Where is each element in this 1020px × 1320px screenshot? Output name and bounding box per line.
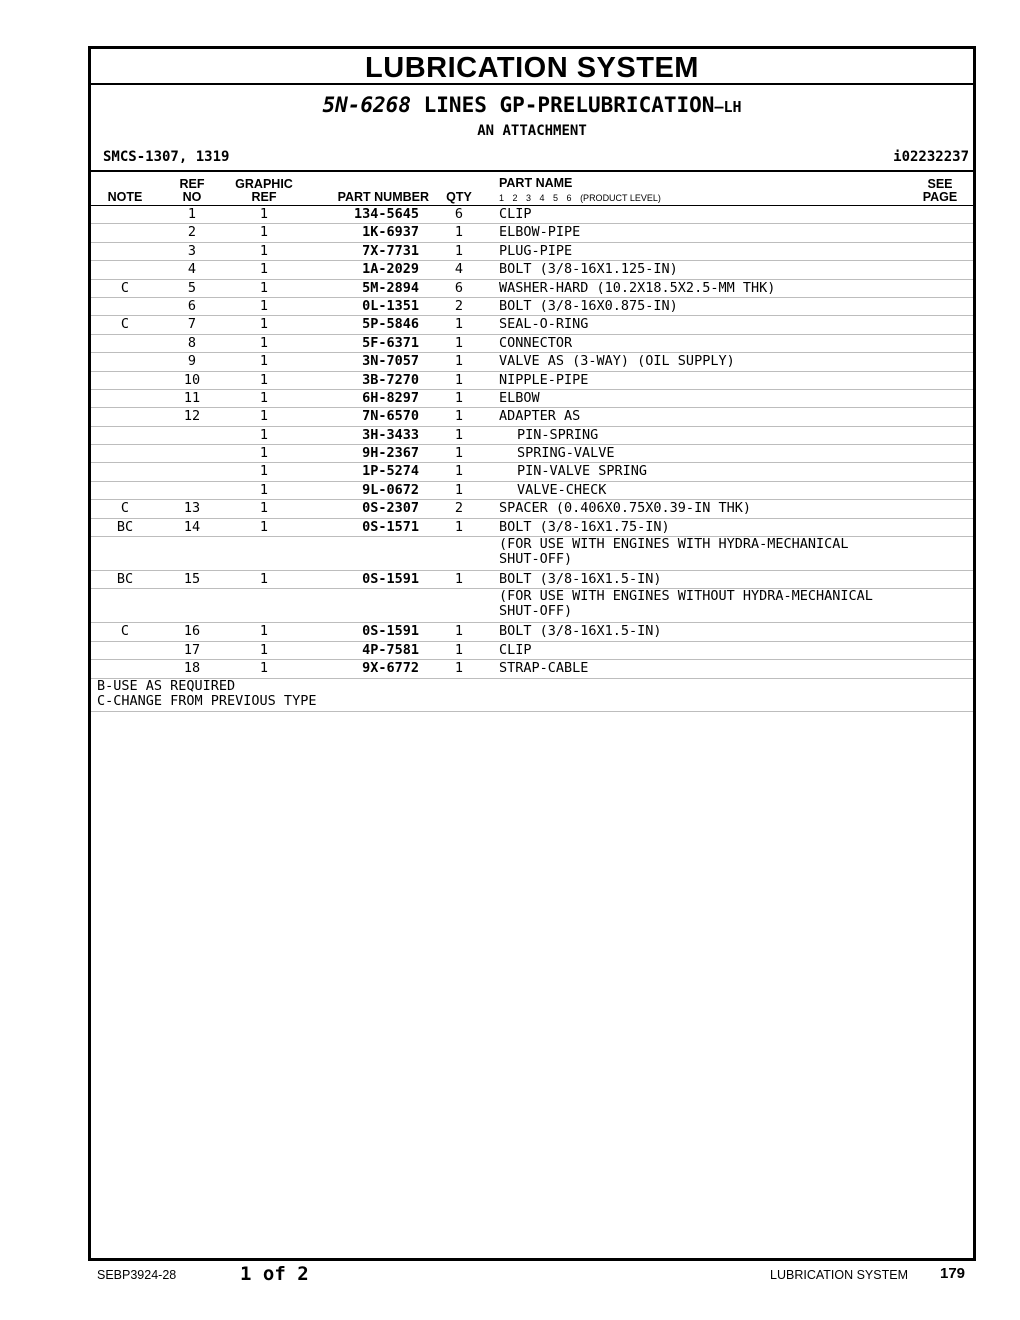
qty-cell: 1: [454, 445, 464, 462]
attachment-label: AN ATTACHMENT: [477, 123, 587, 139]
ref-no-cell: 5: [187, 279, 197, 296]
part-name-cell: SEAL-O-RING: [499, 316, 589, 333]
section-title: LUBRICATION SYSTEM: [91, 49, 973, 85]
col-part-number-header: PART NUMBER: [337, 190, 429, 204]
part-number-cell: 7X-7731: [362, 242, 419, 259]
qty-cell: 1: [454, 389, 464, 406]
part-name-cell: VALVE AS (3-WAY) (OIL SUPPLY): [499, 353, 735, 370]
part-name-cell: STRAP-CABLE: [499, 660, 589, 677]
notes-list: [97, 679, 316, 709]
part-name-cell: CLIP: [499, 206, 532, 222]
qty-cell: 1: [454, 353, 464, 370]
part-name-cell: CONNECTOR: [499, 334, 573, 351]
col-part-name-header: PART NAME: [499, 176, 573, 190]
table-row: [91, 589, 973, 623]
part-number-cell: 3B-7270: [362, 371, 419, 388]
table-row: [91, 571, 973, 589]
graphic-ref-cell: 1: [259, 518, 269, 535]
part-number-cell: 5M-2894: [362, 279, 419, 296]
part-name-cell: PIN-VALVE SPRING: [517, 463, 648, 480]
note-cell: C: [120, 279, 130, 296]
product-level-numbers: 1 2 3 4 5 6: [499, 193, 572, 203]
qty-cell: 1: [454, 463, 464, 480]
footer-page-number: 179: [940, 1265, 966, 1282]
qty-cell: 2: [454, 500, 464, 517]
table-row: [91, 261, 973, 279]
illustration-id: i02232237: [893, 149, 969, 165]
ref-no-cell: 12: [183, 408, 201, 425]
ref-no-cell: 3: [187, 242, 197, 259]
part-number-cell: 5F-6371: [362, 334, 419, 351]
note-cell: C: [120, 316, 130, 333]
table-row: [91, 463, 973, 481]
part-name-cell: (FOR USE WITH ENGINES WITH HYDRA-MECHANICAL SHUT-OFF): [499, 536, 849, 568]
graphic-ref-cell: 1: [259, 500, 269, 517]
part-name-cell: ELBOW-PIPE: [499, 224, 581, 241]
qty-cell: 1: [454, 481, 464, 498]
ref-no-cell: 7: [187, 316, 197, 333]
part-name-cell: ADAPTER AS: [499, 408, 581, 425]
ref-no-cell: 15: [183, 571, 201, 588]
part-name-cell: VALVE-CHECK: [517, 481, 607, 498]
graphic-ref-cell: 1: [259, 206, 269, 222]
table-row: [91, 408, 973, 426]
qty-cell: 1: [454, 224, 464, 241]
col-ref-header-bottom: NO: [182, 190, 202, 204]
table-row: [91, 243, 973, 261]
table-row: [91, 298, 973, 316]
footer-section: LUBRICATION SYSTEM: [770, 1268, 908, 1282]
graphic-ref-cell: 1: [259, 261, 269, 278]
graphic-ref-cell: 1: [259, 481, 269, 498]
group-part-title: LINES GP-PRELUBRICATION: [423, 93, 715, 117]
header-top-rule: [91, 170, 973, 172]
part-name-cell: PLUG-PIPE: [499, 242, 573, 259]
part-number-cell: 3H-3433: [362, 426, 419, 443]
part-number-cell: 7N-6570: [362, 408, 419, 425]
table-row: [91, 206, 973, 224]
ref-no-cell: 10: [183, 371, 201, 388]
part-number-cell: 5P-5846: [362, 316, 419, 333]
smcs-codes: SMCS-1307, 1319: [103, 149, 230, 165]
table-row: [91, 445, 973, 463]
table-row: [91, 427, 973, 445]
graphic-ref-cell: 1: [259, 660, 269, 677]
table-row: [91, 500, 973, 518]
product-level-caption: (PRODUCT LEVEL): [580, 193, 661, 203]
qty-cell: 1: [454, 371, 464, 388]
col-graphic-header-bottom: REF: [251, 190, 277, 204]
footer-doc-id: SEBP3924-28: [97, 1268, 177, 1282]
table-row: [91, 642, 973, 660]
part-number-cell: 0S-1591: [362, 623, 419, 640]
notes-section: [91, 679, 973, 712]
table-row: [91, 623, 973, 641]
col-ref-header-top: REF: [179, 177, 205, 191]
graphic-ref-cell: 1: [259, 279, 269, 296]
group-part-number: 5N-6268: [322, 93, 411, 117]
graphic-ref-cell: 1: [259, 445, 269, 462]
product-level-labels: [499, 193, 661, 203]
part-number-cell: 134-5645: [353, 206, 419, 222]
group-title: [91, 93, 973, 117]
part-number-cell: 0S-1591: [362, 571, 419, 588]
part-name-cell: SPRING-VALVE: [517, 445, 615, 462]
ref-no-cell: 13: [183, 500, 201, 517]
graphic-ref-cell: 1: [259, 224, 269, 241]
graphic-ref-cell: 1: [259, 334, 269, 351]
ref-no-cell: 8: [187, 334, 197, 351]
part-name-cell: ELBOW: [499, 389, 540, 406]
note-item: C-CHANGE FROM PREVIOUS TYPE: [97, 692, 317, 709]
ref-no-cell: 4: [187, 261, 197, 278]
col-graphic-header-top: GRAPHIC: [235, 177, 293, 191]
qty-cell: 1: [454, 426, 464, 443]
graphic-ref-cell: 1: [259, 641, 269, 658]
part-name-cell: BOLT (3/8-16X1.5-IN): [499, 623, 662, 640]
qty-cell: 1: [454, 623, 464, 640]
parts-table: [91, 206, 973, 712]
part-name-cell: CLIP: [499, 641, 532, 658]
part-name-cell: (FOR USE WITH ENGINES WITHOUT HYDRA-MECHANICAL SHUT-OFF): [499, 588, 873, 620]
ref-no-cell: 11: [183, 389, 201, 406]
graphic-ref-cell: 1: [259, 426, 269, 443]
part-number-cell: 0S-1571: [362, 518, 419, 535]
part-number-cell: 0L-1351: [362, 297, 419, 314]
qty-cell: 6: [454, 279, 464, 296]
ref-no-cell: 6: [187, 297, 197, 314]
table-row: [91, 482, 973, 500]
graphic-ref-cell: 1: [259, 623, 269, 640]
qty-cell: 2: [454, 297, 464, 314]
graphic-ref-cell: 1: [259, 571, 269, 588]
note-item: B-USE AS REQUIRED: [97, 677, 236, 694]
table-row: [91, 316, 973, 334]
graphic-ref-cell: 1: [259, 408, 269, 425]
graphic-ref-cell: 1: [259, 316, 269, 333]
graphic-ref-cell: 1: [259, 297, 269, 314]
note-cell: C: [120, 500, 130, 517]
parts-page-frame: [88, 46, 976, 1261]
qty-cell: 1: [454, 242, 464, 259]
col-see-header-top: SEE: [927, 177, 953, 191]
qty-cell: 4: [454, 261, 464, 278]
part-number-cell: 1P-5274: [362, 463, 419, 480]
part-name-cell: SPACER (0.406X0.75X0.39-IN THK): [499, 500, 751, 517]
qty-cell: 1: [454, 334, 464, 351]
table-row: [91, 390, 973, 408]
part-name-cell: BOLT (3/8-16X1.75-IN): [499, 518, 670, 535]
table-row: [91, 519, 973, 537]
part-name-cell: WASHER-HARD (10.2X18.5X2.5-MM THK): [499, 279, 776, 296]
table-row: [91, 280, 973, 298]
qty-cell: 1: [454, 660, 464, 677]
qty-cell: 6: [454, 206, 464, 222]
part-name-cell: PIN-SPRING: [517, 426, 599, 443]
qty-cell: 1: [454, 408, 464, 425]
part-number-cell: 4P-7581: [362, 641, 419, 658]
qty-cell: 1: [454, 571, 464, 588]
ref-no-cell: 1: [187, 206, 197, 222]
group-part-suffix: —LH: [714, 98, 742, 116]
part-name-cell: BOLT (3/8-16X0.875-IN): [499, 297, 678, 314]
graphic-ref-cell: 1: [259, 389, 269, 406]
part-number-cell: 6H-8297: [362, 389, 419, 406]
ref-no-cell: 2: [187, 224, 197, 241]
part-number-cell: 9H-2367: [362, 445, 419, 462]
table-row: [91, 353, 973, 371]
table-row: [91, 224, 973, 242]
table-row: [91, 660, 973, 678]
footer-sheet: 1 of 2: [240, 1263, 309, 1285]
part-number-cell: 9L-0672: [362, 481, 419, 498]
qty-cell: 1: [454, 316, 464, 333]
part-name-cell: NIPPLE-PIPE: [499, 371, 589, 388]
note-cell: BC: [116, 518, 134, 535]
table-row: [91, 537, 973, 571]
graphic-ref-cell: 1: [259, 353, 269, 370]
graphic-ref-cell: 1: [259, 242, 269, 259]
part-number-cell: 3N-7057: [362, 353, 419, 370]
col-note-header: NOTE: [107, 190, 143, 204]
note-cell: BC: [116, 571, 134, 588]
col-qty-header: QTY: [446, 190, 472, 204]
ref-no-cell: 16: [183, 623, 201, 640]
ref-no-cell: 9: [187, 353, 197, 370]
qty-cell: 1: [454, 518, 464, 535]
qty-cell: 1: [454, 641, 464, 658]
part-number-cell: 1A-2029: [362, 261, 419, 278]
part-number-cell: 9X-6772: [362, 660, 419, 677]
part-name-cell: BOLT (3/8-16X1.125-IN): [499, 261, 678, 278]
graphic-ref-cell: 1: [259, 371, 269, 388]
ref-no-cell: 14: [183, 518, 201, 535]
ref-no-cell: 17: [183, 641, 201, 658]
ref-no-cell: 18: [183, 660, 201, 677]
col-see-header-bottom: PAGE: [922, 190, 958, 204]
table-row: [91, 372, 973, 390]
graphic-ref-cell: 1: [259, 463, 269, 480]
note-cell: C: [120, 623, 130, 640]
table-row: [91, 335, 973, 353]
part-name-cell: BOLT (3/8-16X1.5-IN): [499, 571, 662, 588]
part-number-cell: 0S-2307: [362, 500, 419, 517]
part-number-cell: 1K-6937: [362, 224, 419, 241]
